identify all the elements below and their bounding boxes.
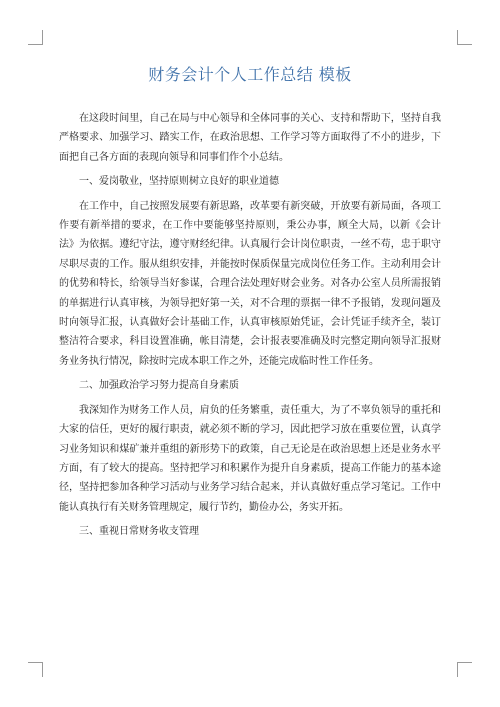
section-paragraph: 在工作中，自己按照发展要有新思路，改革要有新突破，开放要有新局面，各项工作要有新举措的要求，在工作中要能够坚持原则，秉公办事，顾全大局，以新《会计法》为依据。遵纪守法，遵守财经纪律。认真履行会计岗位职责，一丝不苟，忠于职守尽职尽责的工作。服从组织安排，并能按时保质保量完成岗位任务工作。主动利用会计的优势和特长，给领导当好参谋，合理合法处理好财会业务。对各办公室人员所需报销的单据进行认真审核，为领导把好第一关，对不合理的票据一律不予报销，发现问题及时向领导汇报，认真做好会计基础工作，认真审核原始凭证，会计凭证手续齐全，装订整洁符合要求，科目设置准确，帐目清楚，会计报表要准确及时完整定期向领导汇报财务业务执行情况，除按时完成本职工作之外，还能完成临时性工作任务。 [59, 200, 441, 367]
crop-mark-top-left [28, 30, 43, 45]
intro-paragraph: 在这段时间里，自己在局与中心领导和全体同事的关心、支持和帮助下，坚持自我严格要求、加强学习、踏实工作，在政治思想、工作学习等方面取得了不小的进步，下面把自己各方面的表现向领导和同事们作个小总结。 [59, 113, 441, 163]
section-paragraph: 我深知作为财务工作人员，肩负的任务繁重，责任重大，为了不辜负领导的重托和大家的信任，更好的履行职责，就必须不断的学习，因此把学习放在重要位置，认真学习业务知识和煤矿兼并重组的新形势下的政策，自己无论是在政治思想上还是业务水平方面，有了较大的提高。坚持把学习和积累作为提升自身素质，提高工作能力的基本途径，坚持把参加各种学习活动与业务学习结合起来，并认真做好重点学习笔记。工作中能认真执行有关财务管理规定，履行节约，勤俭办公，务实开拓。 [59, 404, 441, 513]
crop-mark-top-right [457, 30, 472, 45]
document-body [59, 109, 441, 547]
section-heading: 二、加强政治学习努力提高自身素质 [79, 380, 239, 392]
document-title: 财务会计个人工作总结 模板 [148, 65, 352, 84]
crop-mark-bottom-left [28, 662, 43, 677]
section-heading: 一、爱岗敬业，坚持原则树立良好的职业道德 [79, 176, 279, 188]
section-heading: 三、重视日常财务收支管理 [79, 526, 199, 538]
crop-mark-bottom-right [457, 662, 472, 677]
